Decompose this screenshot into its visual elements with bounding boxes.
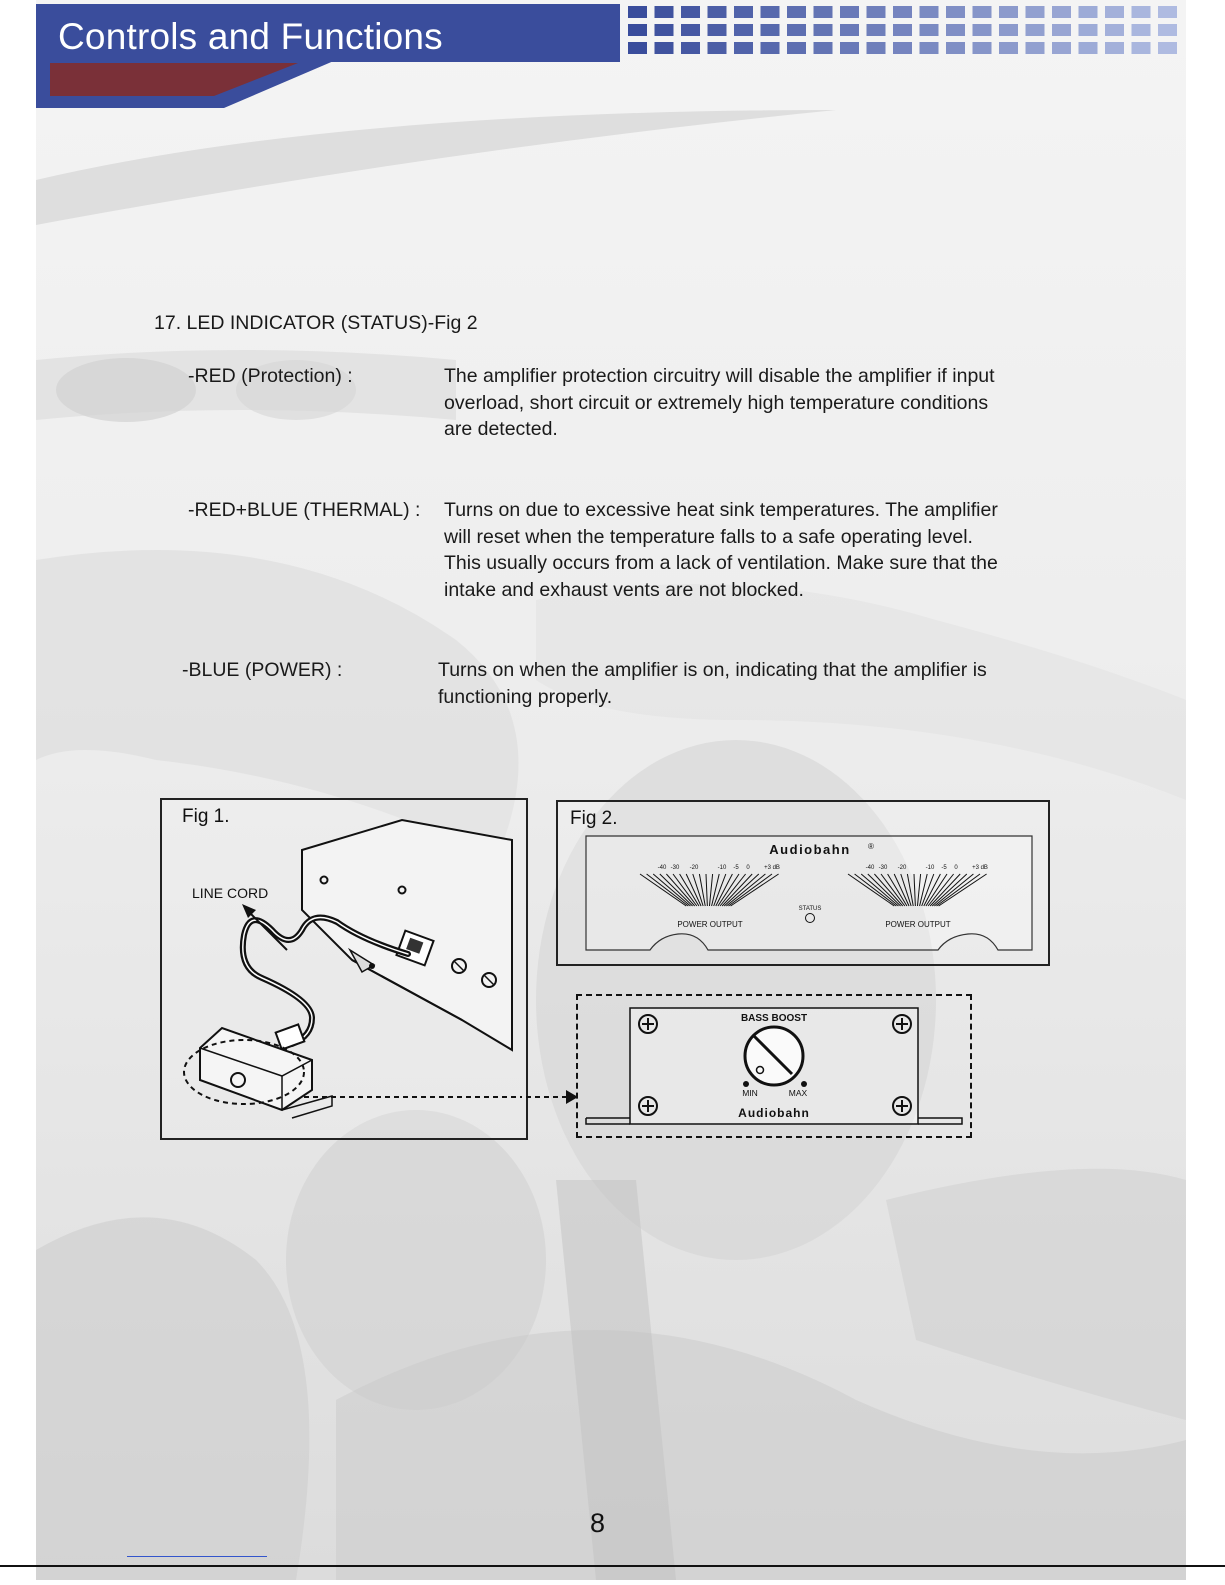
grid-block bbox=[840, 6, 859, 18]
grid-block bbox=[946, 42, 965, 54]
meter-scale-label: -30 bbox=[670, 865, 680, 871]
grid-block bbox=[920, 24, 939, 36]
page-title: Controls and Functions bbox=[58, 16, 443, 57]
grid-block bbox=[814, 24, 833, 36]
fig2-registered-mark: ® bbox=[868, 842, 874, 851]
grid-block bbox=[973, 24, 992, 36]
meter-scale-label: +3 dB bbox=[764, 865, 780, 871]
grid-block bbox=[1132, 6, 1151, 18]
grid-block bbox=[999, 42, 1018, 54]
grid-block bbox=[708, 6, 727, 18]
figure-2-label: Fig 2. bbox=[570, 808, 618, 829]
grid-block bbox=[628, 42, 647, 54]
desc-line: are detected. bbox=[444, 418, 558, 440]
meter-scale-label: -20 bbox=[897, 865, 907, 871]
status-label: STATUS bbox=[798, 906, 822, 912]
grid-block bbox=[681, 24, 700, 36]
grid-block bbox=[708, 42, 727, 54]
remote-brand: Audiobahn bbox=[738, 1106, 810, 1120]
grid-block bbox=[920, 6, 939, 18]
grid-block bbox=[1132, 24, 1151, 36]
desc-line: Turns on due to excessive heat sink temperatures. The amplifier bbox=[444, 499, 998, 521]
grid-block bbox=[787, 42, 806, 54]
grid-block bbox=[867, 24, 886, 36]
item-label-thermal: -RED+BLUE (THERMAL) : bbox=[188, 499, 421, 521]
line-cord-label: LINE CORD bbox=[192, 885, 269, 901]
grid-block bbox=[999, 24, 1018, 36]
footer-rule bbox=[0, 1565, 1225, 1567]
meter-scale-label: -30 bbox=[878, 865, 888, 871]
grid-block bbox=[1052, 6, 1071, 18]
grid-block bbox=[1026, 24, 1045, 36]
desc-line: Turns on when the amplifier is on, indicating that the amplifier is bbox=[438, 659, 987, 681]
desc-line: functioning properly. bbox=[438, 685, 613, 708]
remote-detail-box bbox=[576, 994, 972, 1138]
grid-block bbox=[920, 42, 939, 54]
grid-block bbox=[893, 42, 912, 54]
meter-scale-label: -5 bbox=[941, 865, 947, 871]
figure-1 bbox=[160, 798, 528, 1140]
meter-scale-label: 0 bbox=[954, 865, 958, 871]
grid-block bbox=[734, 42, 753, 54]
power-output-label: POWER OUTPUT bbox=[885, 920, 951, 929]
grid-block bbox=[734, 24, 753, 36]
grid-block bbox=[814, 6, 833, 18]
grid-block bbox=[1052, 24, 1071, 36]
min-label: MIN bbox=[742, 1088, 758, 1098]
meter-scale-label: -5 bbox=[733, 865, 739, 871]
desc-line: This usually occurs from a lack of ventilation. Make sure that the bbox=[444, 552, 998, 574]
grid-block bbox=[893, 6, 912, 18]
page-number: 8 bbox=[590, 1508, 606, 1538]
bass-boost-knob[interactable] bbox=[745, 1027, 803, 1085]
grid-block bbox=[655, 42, 674, 54]
amplifier-meter-panel-illustration bbox=[558, 802, 1048, 964]
footer-link-underline bbox=[127, 1556, 267, 1557]
grid-block bbox=[1158, 24, 1177, 36]
bass-boost-remote-illustration bbox=[578, 996, 970, 1136]
figure-2 bbox=[556, 800, 1050, 966]
header-accent-tab bbox=[36, 60, 336, 108]
item-desc-red bbox=[444, 363, 995, 443]
min-dot bbox=[743, 1081, 749, 1087]
meter-scale-label: -10 bbox=[925, 865, 935, 871]
grid-block bbox=[1052, 42, 1071, 54]
grid-block bbox=[628, 24, 647, 36]
meter-scale-label: +3 dB bbox=[972, 865, 988, 871]
grid-block bbox=[1105, 6, 1124, 18]
bass-boost-title: BASS BOOST bbox=[740, 1013, 808, 1024]
figure-1-label: Fig 1. bbox=[182, 806, 230, 827]
grid-block bbox=[1026, 42, 1045, 54]
item-label-red: -RED (Protection) : bbox=[188, 365, 353, 387]
grid-block bbox=[708, 24, 727, 36]
grid-block bbox=[1079, 24, 1098, 36]
max-label: MAX bbox=[788, 1088, 808, 1098]
grid-block bbox=[761, 42, 780, 54]
grid-block bbox=[973, 6, 992, 18]
grid-block bbox=[840, 42, 859, 54]
desc-line: will reset when the temperature falls to a safe operating level. bbox=[444, 525, 973, 548]
power-output-label: POWER OUTPUT bbox=[677, 920, 743, 929]
grid-block bbox=[681, 42, 700, 54]
grid-block bbox=[893, 24, 912, 36]
item-desc-thermal bbox=[444, 497, 998, 603]
grid-block bbox=[1105, 42, 1124, 54]
meter-scale-label: -40 bbox=[865, 865, 875, 871]
grid-block bbox=[1079, 42, 1098, 54]
grid-block bbox=[840, 24, 859, 36]
grid-block bbox=[946, 6, 965, 18]
section-heading: 17. LED INDICATOR (STATUS)-Fig 2 bbox=[154, 312, 478, 334]
grid-block bbox=[761, 24, 780, 36]
grid-block bbox=[681, 6, 700, 18]
desc-line: overload, short circuit or extremely high temperature conditions bbox=[444, 391, 989, 414]
grid-block bbox=[973, 42, 992, 54]
grid-block bbox=[628, 6, 647, 18]
grid-block bbox=[734, 6, 753, 18]
grid-block bbox=[655, 24, 674, 36]
grid-block bbox=[1105, 24, 1124, 36]
grid-block bbox=[1158, 42, 1177, 54]
header-bar bbox=[36, 4, 620, 62]
grid-block bbox=[787, 6, 806, 18]
grid-block bbox=[1132, 42, 1151, 54]
desc-line: The amplifier protection circuitry will disable the amplifier if input bbox=[444, 365, 995, 387]
desc-line: intake and exhaust vents are not blocked. bbox=[444, 578, 804, 601]
item-label-power: -BLUE (POWER) : bbox=[182, 659, 343, 681]
fig2-brand: Audiobahn bbox=[769, 842, 851, 857]
grid-block bbox=[867, 42, 886, 54]
grid-block bbox=[867, 6, 886, 18]
grid-block bbox=[814, 42, 833, 54]
meter-scale-label: -20 bbox=[689, 865, 699, 871]
meter-scale-label: -40 bbox=[657, 865, 667, 871]
background-photo-art bbox=[36, 0, 1186, 1580]
manual-page bbox=[36, 0, 1186, 1580]
grid-block bbox=[787, 24, 806, 36]
grid-block bbox=[1026, 6, 1045, 18]
header-grid-decoration bbox=[624, 4, 1184, 64]
max-dot bbox=[801, 1081, 807, 1087]
grid-block bbox=[999, 6, 1018, 18]
meter-scale-label: -10 bbox=[717, 865, 727, 871]
grid-block bbox=[946, 24, 965, 36]
amplifier-line-cord-illustration bbox=[162, 800, 526, 1138]
meter-scale-label: 0 bbox=[746, 865, 750, 871]
grid-block bbox=[761, 6, 780, 18]
grid-block bbox=[655, 6, 674, 18]
item-desc-power bbox=[438, 657, 987, 710]
grid-block bbox=[1158, 6, 1177, 18]
grid-block bbox=[1079, 6, 1098, 18]
